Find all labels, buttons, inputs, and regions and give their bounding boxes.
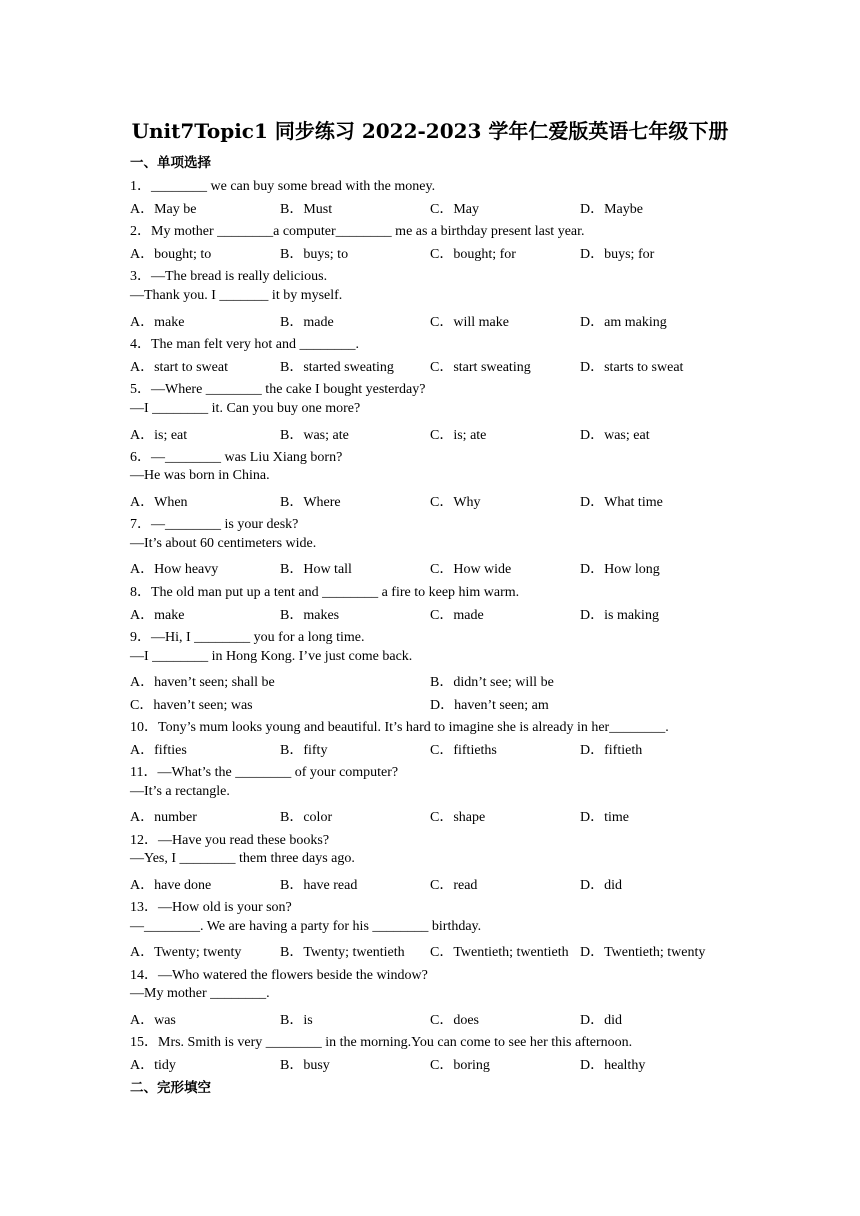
q11-option-c: C．shape (430, 810, 486, 825)
question-5-options (130, 424, 750, 444)
q10-option-a: A．fifties (130, 743, 187, 758)
question-1-line-1: 1．________ we can buy some bread with the money. (130, 179, 436, 194)
q1-option-c: C．May (430, 202, 479, 217)
question-9-line-1: 9．—Hi, I ________ you for a long time. (130, 630, 365, 645)
q9-option-c: C．haven’t seen; was (130, 698, 253, 713)
question-8-options (130, 604, 750, 624)
q12-option-b: B．have read (280, 878, 358, 893)
q8-option-a: A．make (130, 608, 185, 623)
question-6-line-1: 6．—________ was Liu Xiang born? (130, 450, 343, 465)
q1-option-b: B．Must (280, 202, 333, 217)
q11-option-d: D．time (580, 810, 629, 825)
question-15-line-1: 15．Mrs. Smith is very ________ in the morning.You can come to see her this afternoon. (130, 1035, 633, 1050)
q13-option-b: B．Twenty; twentieth (280, 945, 405, 960)
q3-option-b: B．made (280, 315, 334, 330)
question-7-line-1: 7．—________ is your desk? (130, 517, 299, 532)
q15-option-a: A．tidy (130, 1058, 176, 1073)
q8-option-b: B．makes (280, 608, 340, 623)
question-11-line-1: 11．—What’s the ________ of your computer? (130, 765, 399, 780)
question-3-line-1: 3．—The bread is really delicious. (130, 269, 328, 284)
question-7-line-2: —It’s about 60 centimeters wide. (130, 536, 317, 551)
q3-option-a: A．make (130, 315, 185, 330)
question-4-line-1: 4．The man felt very hot and ________. (130, 337, 360, 352)
q14-option-d: D．did (580, 1013, 622, 1028)
page-title: Unit7Topic1 同步练习 2022-2023 学年仁爱版英语七年级下册 (131, 119, 729, 143)
q14-option-c: C．does (430, 1013, 479, 1028)
q9-option-b: B．didn’t see; will be (430, 675, 554, 690)
q1-option-a: A．May be (130, 202, 197, 217)
q12-option-c: C．read (430, 878, 478, 893)
q7-option-a: A．How heavy (130, 562, 219, 577)
question-5-line-1: 5．—Where ________ the cake I bought yesterday? (130, 382, 426, 397)
question-13-line-1: 13．—How old is your son? (130, 900, 292, 915)
q13-option-a: A．Twenty; twenty (130, 945, 242, 960)
question-13-options (130, 941, 750, 961)
question-6-options (130, 491, 750, 511)
q9-option-a: A．haven’t seen; shall be (130, 675, 275, 690)
q7-option-b: B．How tall (280, 562, 352, 577)
q3-option-c: C．will make (430, 315, 509, 330)
question-15-options (130, 1054, 750, 1074)
question-2-line-1: 2．My mother ________a computer________ me as a birthday present last year. (130, 224, 585, 239)
q14-option-b: B．is (280, 1013, 313, 1028)
q15-option-c: C．boring (430, 1058, 490, 1073)
question-9-options-row-1 (130, 671, 750, 691)
q6-option-a: A．When (130, 495, 188, 510)
q10-option-b: B．fifty (280, 743, 328, 758)
q12-option-d: D．did (580, 878, 622, 893)
q2-option-d: D．buys; for (580, 247, 655, 262)
question-9-options-row-2 (130, 694, 750, 714)
section-heading-cloze: 二、完形填空 (130, 1080, 211, 1096)
question-10-options (130, 739, 750, 759)
question-12-line-2: —Yes, I ________ them three days ago. (130, 851, 355, 866)
question-5-line-2: —I ________ it. Can you buy one more? (130, 401, 361, 416)
question-6-line-2: —He was born in China. (130, 468, 270, 483)
question-7-options (130, 558, 750, 578)
q9-option-d: D．haven’t seen; am (430, 698, 549, 713)
question-2-options (130, 243, 750, 263)
q4-option-d: D．starts to sweat (580, 360, 684, 375)
q15-option-d: D．healthy (580, 1058, 646, 1073)
q4-option-b: B．started sweating (280, 360, 394, 375)
q4-option-a: A．start to sweat (130, 360, 228, 375)
q11-option-a: A．number (130, 810, 197, 825)
q10-option-d: D．fiftieth (580, 743, 643, 758)
q4-option-c: C．start sweating (430, 360, 531, 375)
question-1-options (130, 198, 750, 218)
question-9-line-2: —I ________ in Hong Kong. I’ve just come back. (130, 649, 413, 664)
q5-option-b: B．was; ate (280, 428, 349, 443)
question-10-line-1: 10．Tony’s mum looks young and beautiful. It’s hard to imagine she is already in her________. (130, 720, 669, 735)
question-14-line-1: 14．—Who watered the flowers beside the window? (130, 968, 428, 983)
q13-option-d: D．Twentieth; twenty (580, 945, 706, 960)
q15-option-b: B．busy (280, 1058, 330, 1073)
section-heading-single-choice: 一、单项选择 (130, 155, 211, 171)
question-12-options (130, 874, 750, 894)
question-11-line-2: —It’s a rectangle. (130, 784, 230, 799)
q2-option-b: B．buys; to (280, 247, 349, 262)
question-8-line-1: 8．The old man put up a tent and ________ a fire to keep him warm. (130, 585, 520, 600)
q8-option-d: D．is making (580, 608, 659, 623)
q13-option-c: C．Twentieth; twentieth (430, 945, 569, 960)
q7-option-c: C．How wide (430, 562, 512, 577)
question-14-line-2: —My mother ________. (130, 986, 270, 1001)
question-3-options (130, 311, 750, 331)
q5-option-d: D．was; eat (580, 428, 650, 443)
q6-option-b: B．Where (280, 495, 341, 510)
q5-option-c: C．is; ate (430, 428, 487, 443)
q3-option-d: D．am making (580, 315, 667, 330)
q11-option-b: B．color (280, 810, 333, 825)
q6-option-d: D．What time (580, 495, 663, 510)
question-3-line-2: —Thank you. I _______ it by myself. (130, 288, 343, 303)
q6-option-c: C．Why (430, 495, 481, 510)
q2-option-c: C．bought; for (430, 247, 516, 262)
q10-option-c: C．fiftieths (430, 743, 497, 758)
q2-option-a: A．bought; to (130, 247, 212, 262)
q5-option-a: A．is; eat (130, 428, 188, 443)
q8-option-c: C．made (430, 608, 484, 623)
q14-option-a: A．was (130, 1013, 176, 1028)
question-11-options (130, 806, 750, 826)
question-13-line-2: —________. We are having a party for his ________ birthday. (130, 919, 482, 934)
q1-option-d: D．Maybe (580, 202, 643, 217)
q12-option-a: A．have done (130, 878, 212, 893)
q7-option-d: D．How long (580, 562, 660, 577)
question-4-options (130, 356, 750, 376)
question-12-line-1: 12．—Have you read these books? (130, 833, 330, 848)
question-14-options (130, 1009, 750, 1029)
